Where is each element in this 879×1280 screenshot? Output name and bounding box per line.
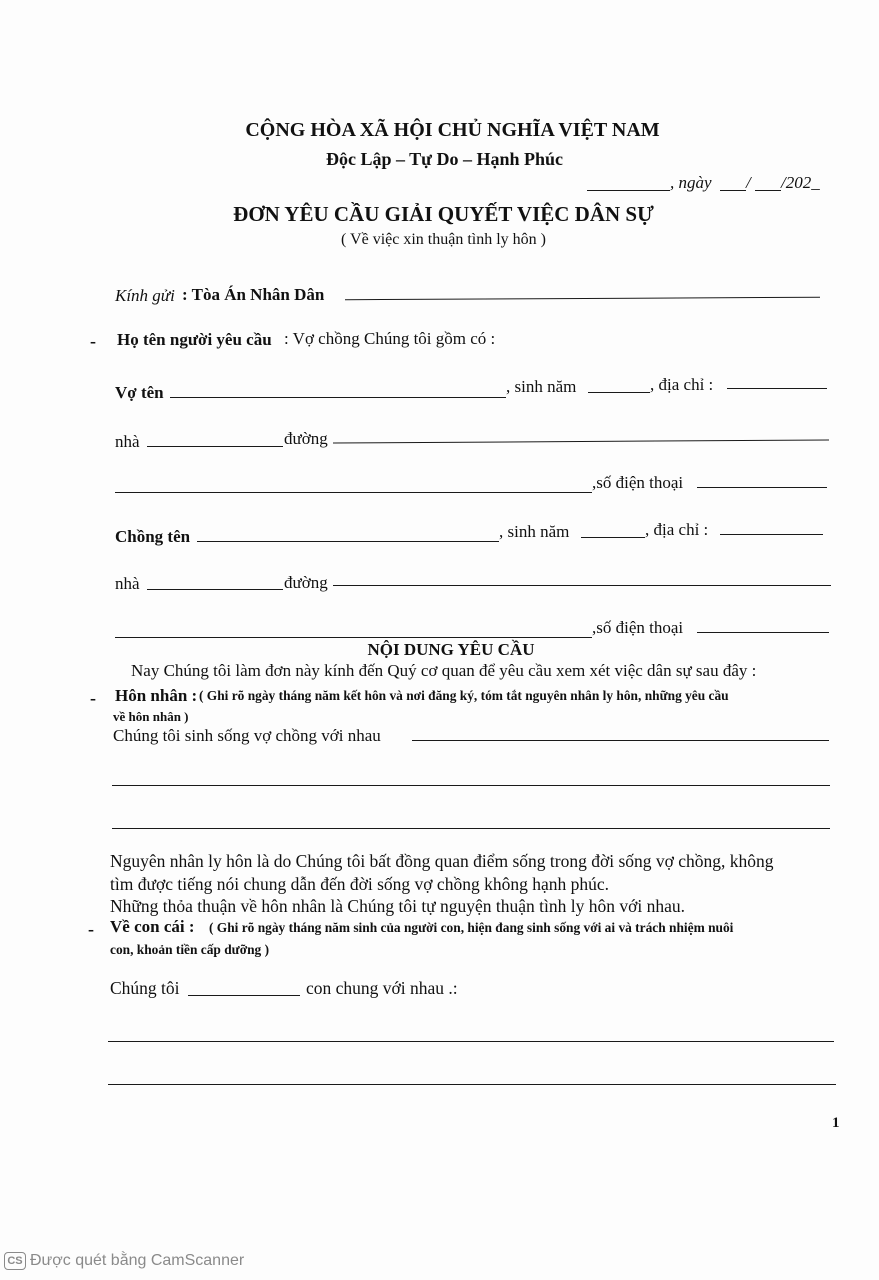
husband-street-blank[interactable] [333, 585, 831, 586]
country-name: CỘNG HÒA XÃ HỘI CHỦ NGHĨA VIỆT NAM [245, 119, 660, 141]
date-year: /202_ [781, 173, 820, 192]
children-prefix: Chúng tôi [110, 978, 180, 998]
wife-name-blank[interactable] [170, 397, 506, 398]
husband-extra-blank[interactable] [115, 637, 592, 638]
marriage-agreement: Những thỏa thuận về hôn nhân là Chúng tôi tự nguyện thuận tình ly hôn với nhau. [110, 896, 686, 916]
husband-phone-label: ,số điện thoại [592, 618, 684, 637]
wife-street-blank[interactable] [333, 439, 829, 443]
children-count-blank[interactable] [188, 995, 300, 996]
date-label: , ngày [670, 173, 712, 192]
marriage-blank-3[interactable] [112, 828, 830, 829]
page-number: 1 [832, 1115, 840, 1131]
recipient-label: : Tòa Án Nhân Dân [182, 285, 325, 304]
wife-label: Vợ tên [115, 383, 164, 402]
husband-house-blank[interactable] [147, 589, 283, 590]
children-label: Về con cái : [110, 917, 195, 936]
children-blank-1[interactable] [108, 1041, 834, 1042]
wife-extra-blank[interactable] [115, 492, 592, 493]
document-title: ĐƠN YÊU CẦU GIẢI QUYẾT VIỆC DÂN SỰ [233, 202, 654, 226]
wife-house-label: nhà [115, 432, 140, 451]
husband-house-label: nhà [115, 574, 140, 593]
divorce-reason: Nguyên nhân ly hôn là do Chúng tôi bất đồng quan điểm sống trong đời sống vợ chồng, không [110, 851, 774, 871]
husband-name-blank[interactable] [197, 541, 499, 542]
husband-birth-label: , sinh năm [499, 522, 570, 541]
court-blank[interactable] [345, 297, 820, 300]
marriage-line-text: Chúng tôi sinh sống vợ chồng với nhau [113, 726, 381, 745]
place-blank[interactable] [587, 190, 670, 191]
children-note-cont: con, khoản tiền cấp dưỡng ) [110, 942, 270, 957]
marriage-note: ( Ghi rõ ngày tháng năm kết hôn và nơi đăng ký, tóm tắt nguyên nhân ly hôn, những yêu cầu [199, 688, 729, 703]
husband-street-label: đường [284, 573, 328, 592]
divorce-reason-cont: tìm được tiếng nói chung dẫn đến đời sống vợ chồng không hạnh phúc. [110, 874, 609, 894]
husband-phone-blank[interactable] [697, 632, 829, 633]
husband-birth-blank[interactable] [581, 537, 645, 538]
marriage-label: Hôn nhân : [115, 686, 198, 705]
husband-address-blank[interactable] [720, 534, 823, 535]
content-intro: Nay Chúng tôi làm đơn này kính đến Quý cơ quan để yêu cầu xem xét việc dân sự sau đây : [131, 661, 757, 680]
date-slash: / [746, 173, 751, 192]
children-suffix: con chung với nhau .: [306, 978, 458, 998]
content-heading: NỘI DUNG YÊU CẦU [367, 640, 535, 659]
camscanner-watermark [4, 1252, 244, 1270]
day-blank[interactable] [720, 190, 746, 191]
requester-text: : Vợ chồng Chúng tôi gồm có : [284, 329, 496, 348]
wife-phone-label: ,số điện thoại [592, 473, 684, 492]
wife-address-blank[interactable] [727, 388, 827, 389]
wife-house-blank[interactable] [147, 446, 283, 447]
requester-label: Họ tên người yêu cầu [117, 330, 272, 349]
bullet-dash: - [90, 688, 96, 708]
children-blank-2[interactable] [108, 1084, 836, 1085]
bullet-dash: - [90, 331, 96, 351]
month-blank[interactable] [755, 190, 781, 191]
children-note: ( Ghi rõ ngày tháng năm sinh của người con, hiện đang sinh sống với ai và trách nhiệm nuôi [209, 920, 734, 935]
marriage-note-cont: về hôn nhân ) [113, 709, 189, 724]
husband-address-label: , địa chỉ : [645, 520, 709, 539]
recipient-prefix: Kính gửi [115, 286, 175, 305]
national-motto: Độc Lập – Tự Do – Hạnh Phúc [325, 149, 563, 169]
marriage-blank-2[interactable] [112, 785, 830, 786]
husband-label: Chồng tên [115, 527, 191, 546]
marriage-blank-1[interactable] [412, 740, 829, 741]
wife-address-label: , địa chỉ : [650, 375, 714, 394]
watermark-text: Được quét bằng CamScanner [30, 1252, 245, 1269]
document-subtitle: ( Về việc xin thuận tình ly hôn ) [341, 231, 546, 248]
wife-birth-label: , sinh năm [506, 377, 577, 396]
wife-phone-blank[interactable] [697, 487, 827, 488]
wife-birth-blank[interactable] [588, 392, 650, 393]
camscanner-logo-icon: CS [4, 1252, 26, 1270]
wife-street-label: đường [284, 429, 328, 448]
bullet-dash: - [88, 919, 94, 939]
